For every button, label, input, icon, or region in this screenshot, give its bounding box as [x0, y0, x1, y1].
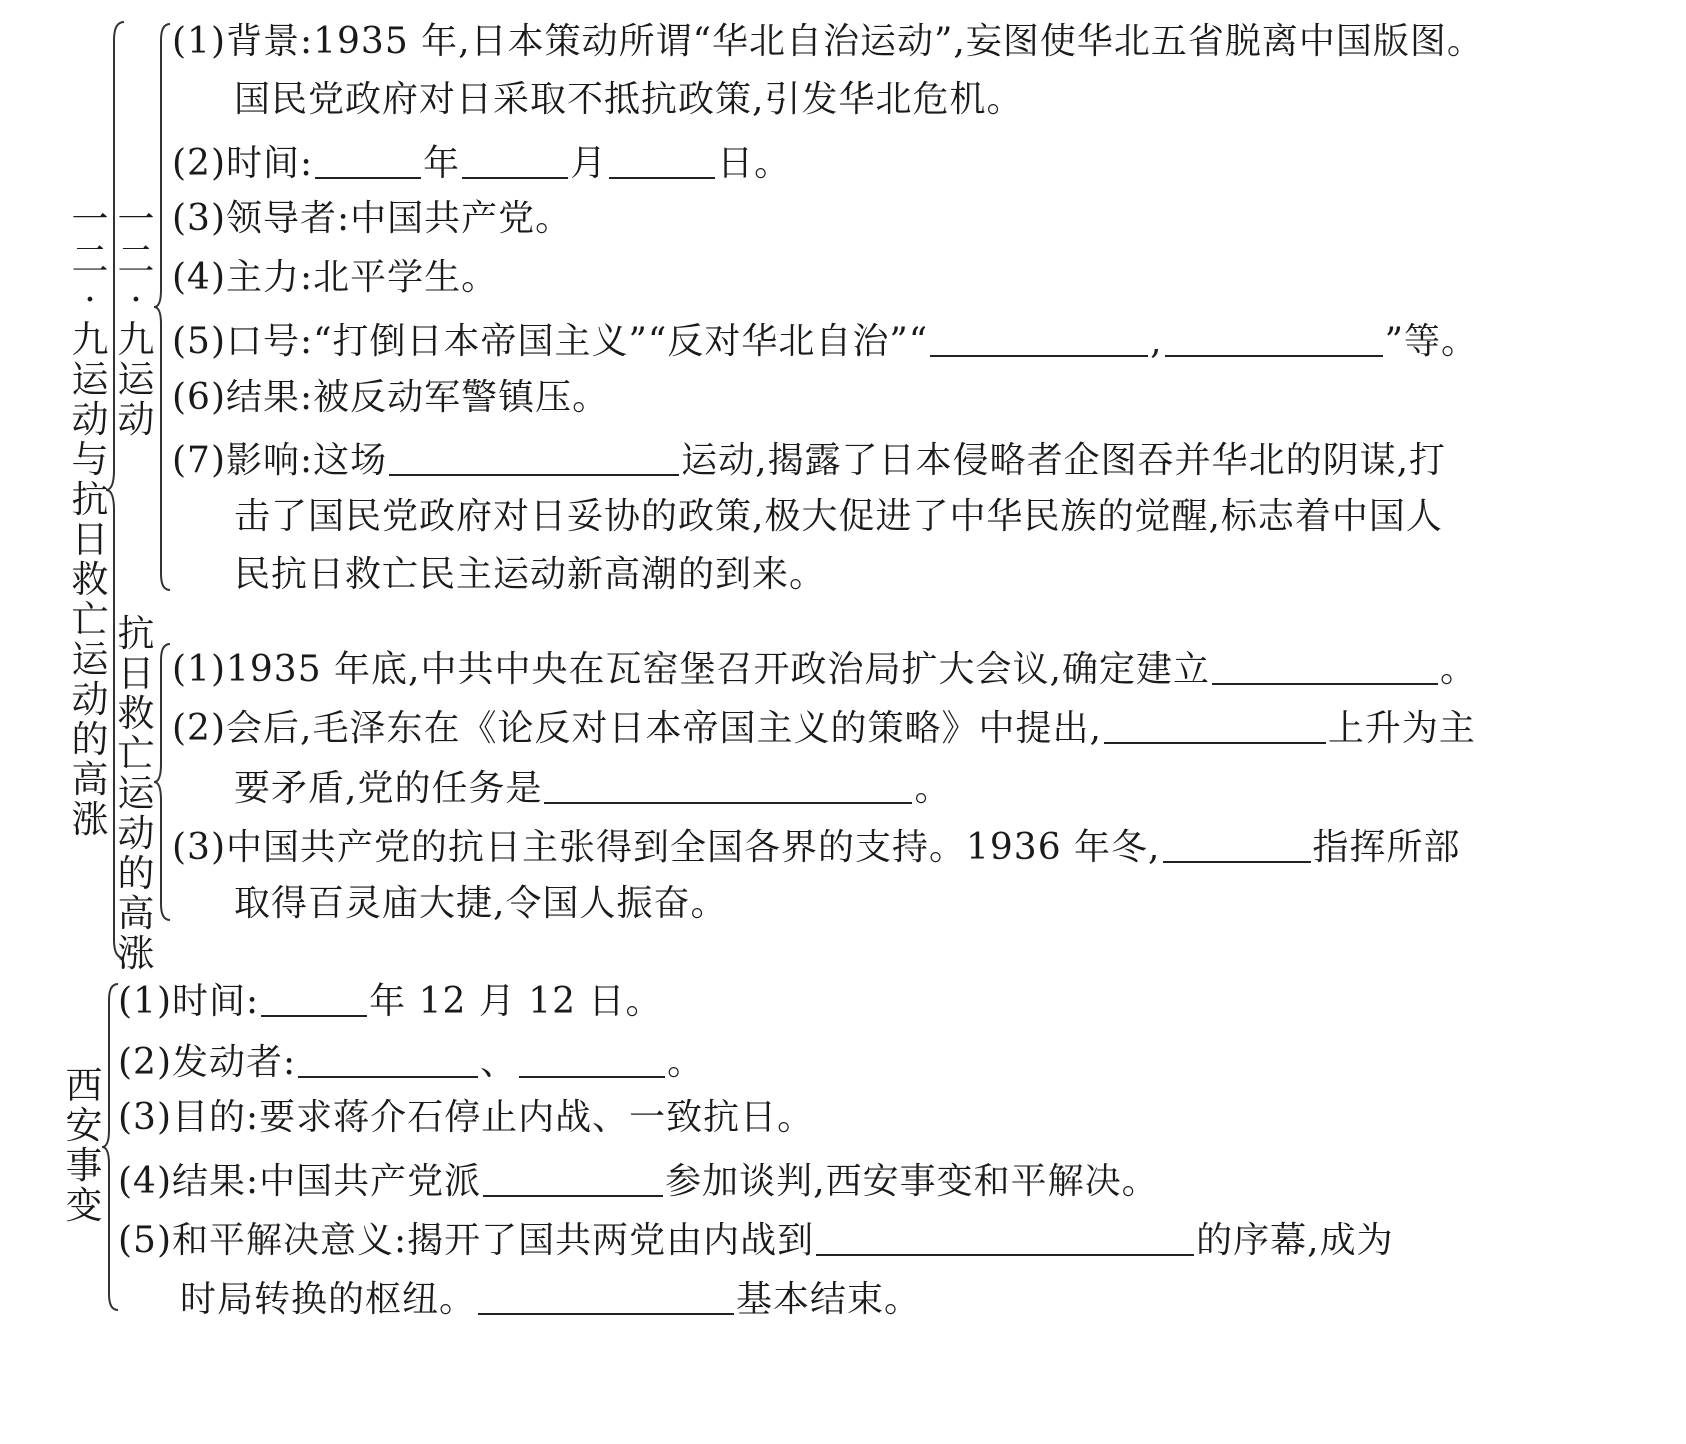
- s2-task-blank[interactable]: [544, 762, 912, 804]
- s1-main-force-text: (4)主力:北平学生。: [172, 257, 499, 298]
- s3-time-text: 年 12 月 12 日。: [369, 981, 663, 1022]
- s1-year-blank[interactable]: [315, 137, 421, 179]
- s3-cooperation-blank[interactable]: [816, 1214, 1194, 1256]
- s2-item1-text: (1)1935 年底,中共中央在瓦窑堡召开政治局扩大会议,确定建立: [172, 649, 1210, 690]
- s1-impact-text-3: 民抗日救亡民主运动新高潮的到来。: [234, 554, 827, 595]
- s1-slogan-comma: ,: [1150, 321, 1163, 362]
- s1-slogan-blank-1[interactable]: [930, 315, 1148, 357]
- s3-significance-line1: [118, 1214, 1394, 1264]
- s3-delegate-blank[interactable]: [483, 1155, 663, 1197]
- s3-result-label: (4)结果:中国共产党派: [118, 1161, 482, 1202]
- s1-impact-blank[interactable]: [389, 434, 679, 476]
- s3-year-blank[interactable]: [261, 975, 367, 1017]
- s2-item3-text: (3)中国共产党的抗日主张得到全国各界的支持。1936 年冬,: [172, 827, 1161, 868]
- s1-slogan-end: ”等。: [1384, 321, 1479, 362]
- s1-leader-text: (3)领导者:中国共产党。: [172, 198, 573, 239]
- s2-item3-text-c: 取得百灵庙大捷,令国人振奋。: [234, 883, 728, 924]
- s3-time-line: [118, 975, 663, 1025]
- section1-title: 一二·九运动: [117, 198, 155, 441]
- outer-title: 一二·九运动与抗日救亡运动的高涨: [71, 198, 109, 841]
- s2-item2-text: (2)会后,毛泽东在《论反对日本帝国主义的策略》中提出,: [172, 708, 1102, 749]
- s2-contradiction-blank[interactable]: [1104, 702, 1326, 744]
- s2-united-front-blank[interactable]: [1212, 643, 1438, 685]
- s2-item3-text-b: 指挥所部: [1312, 827, 1461, 868]
- s1-impact-text-2: 击了国民党政府对日妥协的政策,极大促进了中华民族的觉醒,标志着中国人: [234, 496, 1443, 537]
- s2-item2-line2: [172, 762, 951, 812]
- s3-significance-text: 的序幕,成为: [1196, 1220, 1394, 1261]
- section1-brace: [152, 22, 172, 592]
- s1-month-unit: 月: [570, 143, 608, 184]
- s3-significance-end: 基本结束。: [736, 1279, 922, 1320]
- s1-year-unit: 年: [423, 143, 461, 184]
- s1-result-line: [172, 375, 609, 421]
- s3-initiator-blank-1[interactable]: [298, 1036, 478, 1078]
- s2-item1-end: 。: [1439, 649, 1477, 690]
- s3-result-line: [118, 1155, 1159, 1205]
- s3-significance-line2: [118, 1273, 921, 1323]
- section2-title: 抗日救亡运动的高涨: [117, 612, 155, 975]
- s2-item2-text-c: 要矛盾,党的任务是: [234, 768, 543, 809]
- s1-day-blank[interactable]: [609, 137, 715, 179]
- s3-time-label: (1)时间:: [118, 981, 260, 1022]
- s3-initiators-line: [118, 1036, 704, 1086]
- s3-initiators-label: (2)发动者:: [118, 1042, 297, 1083]
- s2-commander-blank[interactable]: [1163, 821, 1311, 863]
- s1-time-label: (2)时间:: [172, 143, 314, 184]
- s1-impact-line2: [172, 494, 1443, 540]
- s1-leader-line: [172, 196, 572, 242]
- s1-time-line: [172, 137, 791, 187]
- s1-slogan-text: (5)口号:“打倒日本帝国主义”“反对华北自治”“: [172, 321, 929, 362]
- s2-item3-line1: [172, 821, 1461, 871]
- s3-initiators-end: 。: [667, 1042, 705, 1083]
- s3-initiators-sep: 、: [480, 1042, 518, 1083]
- s1-background-text: (1)背景:1935 年,日本策动所谓“华北自治运动”,妄图使华北五省脱离中国版图。: [172, 21, 1484, 62]
- s3-initiator-blank-2[interactable]: [519, 1036, 665, 1078]
- s2-item1-line: [172, 643, 1477, 693]
- s1-month-blank[interactable]: [462, 137, 568, 179]
- s1-impact-line1: [172, 434, 1446, 484]
- section3-brace: [100, 982, 120, 1312]
- s1-background-line2: [172, 77, 1023, 123]
- s2-item2-text-b: 上升为主: [1327, 708, 1476, 749]
- s1-main-force-line: [172, 255, 498, 301]
- s1-impact-line3: [172, 552, 826, 598]
- s3-result-text: 参加谈判,西安事变和平解决。: [665, 1161, 1159, 1202]
- s2-item2-end: 。: [914, 768, 952, 809]
- section3-title: 西安事变: [65, 1064, 103, 1227]
- s1-slogan-line: [172, 315, 1478, 365]
- s3-end-blank[interactable]: [478, 1273, 734, 1315]
- s2-item2-line1: [172, 702, 1476, 752]
- s1-result-text: (6)结果:被反动军警镇压。: [172, 377, 610, 418]
- s3-purpose-text: (3)目的:要求蒋介石停止内战、一致抗日。: [118, 1097, 815, 1138]
- s2-item3-line2: [172, 881, 727, 927]
- s1-slogan-blank-2[interactable]: [1165, 315, 1383, 357]
- s1-impact-text: 运动,揭露了日本侵略者企图吞并华北的阴谋,打: [681, 440, 1447, 481]
- s1-day-unit: 日。: [717, 143, 792, 184]
- s1-background-line1: [172, 19, 1484, 65]
- s3-significance-label: (5)和平解决意义:揭开了国共两党由内战到: [118, 1220, 815, 1261]
- s1-background-text-2: 国民党政府对日采取不抵抗政策,引发华北危机。: [234, 79, 1024, 120]
- s3-purpose-line: [118, 1095, 814, 1141]
- s1-impact-label: (7)影响:这场: [172, 440, 388, 481]
- s3-significance-text-2: 时局转换的枢纽。: [180, 1279, 477, 1320]
- section2-brace: [152, 642, 172, 922]
